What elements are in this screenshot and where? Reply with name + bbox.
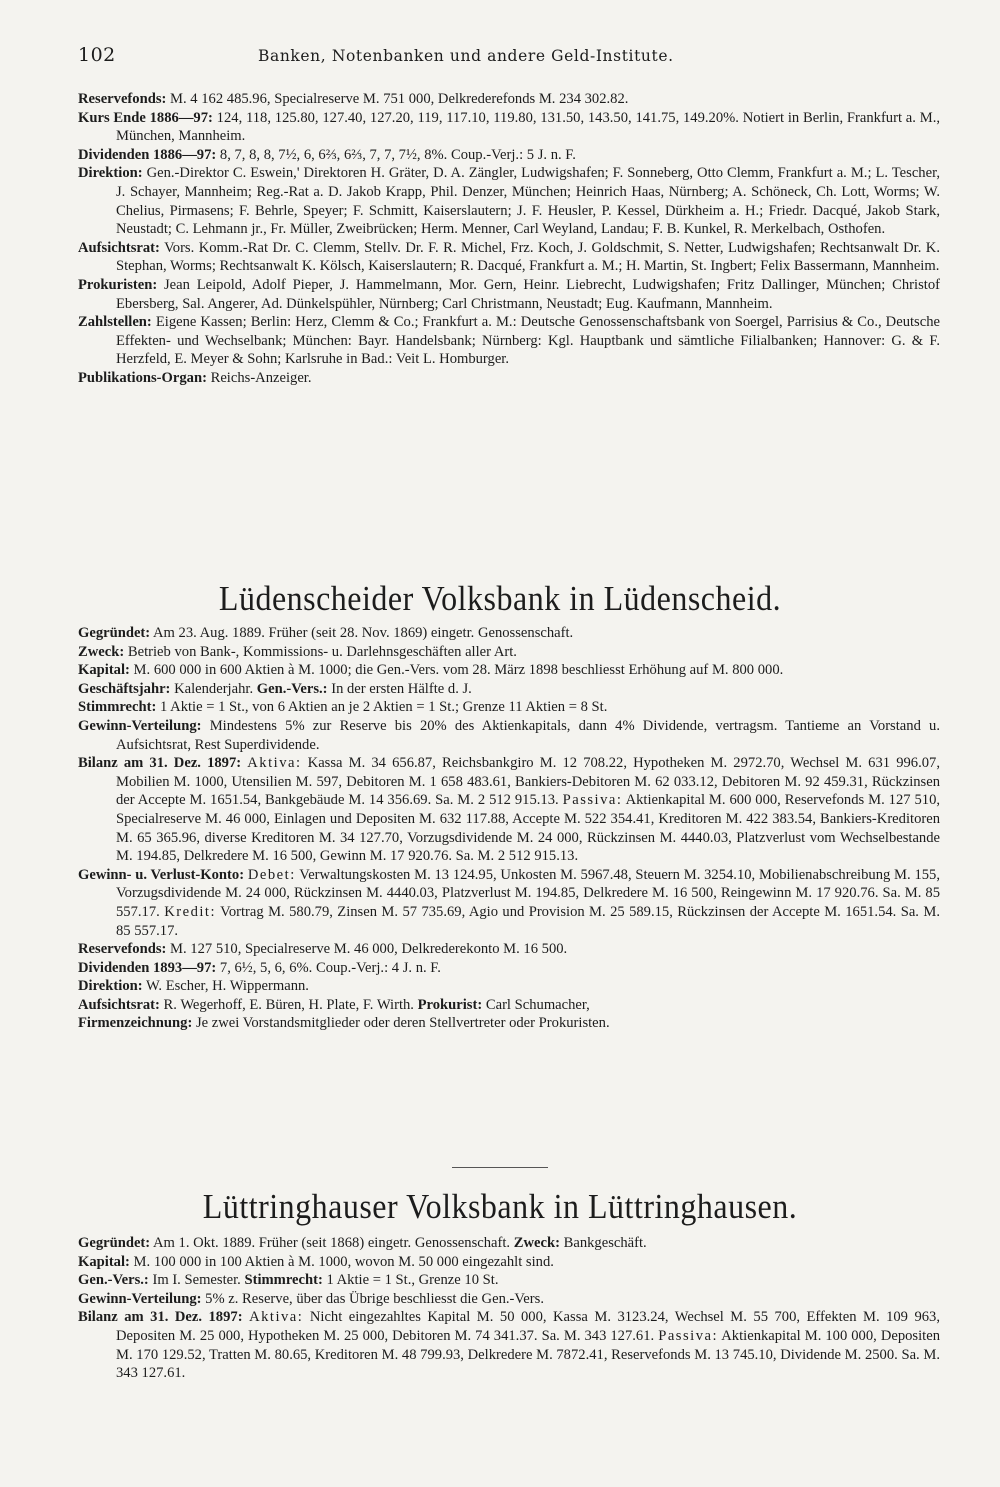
entry-label: Gegründet: <box>78 1235 151 1251</box>
entry-publikations-organ <box>78 369 940 388</box>
entry-label: Zweck: <box>513 1235 560 1251</box>
entry-text: 1 Aktie = 1 St., Grenze 10 St. <box>326 1272 499 1289</box>
entry-label: Aufsichtsrat: <box>78 239 160 256</box>
entry-text: Reichs-Anzeiger. <box>210 369 312 386</box>
entry-text: 7, 6½, 5, 6, 6%. Coup.-Verj.: 4 J. n. F. <box>219 959 441 976</box>
entry-label: Gen.-Vers.: <box>78 1272 149 1289</box>
entry-sublabel: Aktiva: <box>247 755 302 772</box>
entry-text: Carl Schumacher, <box>485 996 590 1013</box>
entry-label: Reservefonds: <box>78 941 167 958</box>
entry-aufsichtsrat <box>78 996 940 1015</box>
entry-text: R. Wegerhoff, E. Büren, H. Plate, F. Wirth. <box>163 996 414 1013</box>
entry-text: Kalenderjahr. <box>174 680 254 697</box>
entry-label: Gegründet: <box>78 625 151 641</box>
entry-text: Aktienkapital M. 600 000, Reservefonds M. 127 510, Specialreserve M. 46 000, Einlagen und Depositen M. 632 117.88, Accepte M. 522 354.41, Kreditoren M. 422 383.54, Bankiers-Kreditoren M. 65 365.96, diverse Kreditoren M. 34 127.70, Vorzugsdividende M. 24 000, Rückzinsen M. 4440.03, Platzverlust vom Wechselbestande M. 194.85, Delkredere M. 16 500, Gewinn M. 17 920.76. Sa. M. 2 512 915.13. <box>116 792 941 865</box>
entry-firmenzeichnung <box>78 1014 940 1033</box>
bank-title-luedenscheid: Lüdenscheider Volksbank in Lüdenscheid. <box>218 578 782 618</box>
entry-zahlstellen <box>78 313 940 369</box>
entry-label: Zweck: <box>78 643 125 660</box>
entry-prokuristen <box>78 276 940 313</box>
entry-text: W. Escher, H. Wippermann. <box>145 978 309 995</box>
entry-label: Kapital: <box>78 662 130 679</box>
bank-entry-luedenscheid <box>78 624 940 1033</box>
entry-text: In der ersten Hälfte d. J. <box>331 680 472 697</box>
entry-text: M. 600 000 in 600 Aktien à M. 1000; die Gen.-Vers. vom 28. März 1898 beschliesst Erhöhung auf M. 800 000. <box>133 662 784 679</box>
entry-text: Vors. Komm.-Rat Dr. C. Clemm, Stellv. Dr. F. R. Michel, Frz. Koch, J. Goldschmit, S. Netter, Ludwigshafen; Rechtsanwalt Dr. K. Stephan, Worms; Rechtsanwalt K. Kölsch, Kaiserslautern; R. Dacqué, Frankfurt a. M.; H. Martin, St. Ingbert; Felix Bassermann, Mannheim. <box>116 239 940 275</box>
entry-label: Direktion: <box>78 978 143 995</box>
entry-label: Gewinn- u. Verlust-Konto: <box>78 866 245 883</box>
entry-text: Gen.-Direktor C. Eswein,' Direktoren H. Gräter, D. A. Zängler, Ludwigshafen; F. Sonneberg, Otto Clemm, Frankfurt a. M.; L. Tescher, J. Schayer, Mannheim; Reg.-Rat a. D. Jakob Krapp, Phil. Denzer, München; Heinrich Haas, Nürnberg; A. Schöneck, Ch. Lott, Worms; W. Chelius, Pirmasens; F. Behrle, Speyer; F. Schmitt, Kaiserslautern; J. F. Heusler, P. Kessel, Dürkheim a. H.; Friedr. Dacqué, Jakob Stark, Neustadt; C. Lehmann jr., Fr. Müller, Zweibrücken; Herm. Menner, Carl Weyland, Landau; F. B. Kunkel, R. Merkelbach, Osthofen. <box>116 165 940 238</box>
entry-text: Bankgeschäft. <box>563 1235 647 1251</box>
entry-label: Gewinn-Verteilung: <box>78 1290 202 1307</box>
entry-text: Mindestens 5% zur Reserve bis 20% des Aktienkapitals, dann 4% Dividende, vertragsm. Tantieme an Vorstand u. Aufsichtsrat, Rest Superdividende. <box>116 717 940 753</box>
entry-gewinn-verteilung <box>78 1290 940 1309</box>
entry-text: 8, 7, 8, 8, 7½, 6, 6⅔, 6⅔, 7, 7, 7½, 8%. Coup.-Verj.: 5 J. n. F. <box>219 146 576 163</box>
entry-label: Stimmrecht: <box>78 699 157 716</box>
entry-text: Aktienkapital M. 100 000, Depositen M. 170 129.52, Tratten M. 80.65, Kreditoren M. 48 799.93, Delkredere M. 7872.41, Reservefonds M. 13 745.10, Dividende M. 2500. Sa. M. 343 127.61. <box>116 1327 940 1382</box>
entry-label: Prokuristen: <box>78 276 158 293</box>
entry-label: Publikations-Organ: <box>78 369 207 386</box>
entry-text: Betrieb von Bank-, Kommissions- u. Darlehnsgeschäften aller Art. <box>127 643 517 660</box>
entry-label: Direktion: <box>78 165 143 182</box>
entry-text: M. 4 162 485.96, Specialreserve M. 751 000, Delkrederefonds M. 234 302.82. <box>170 91 629 107</box>
page-header <box>78 44 938 74</box>
entry-direktion <box>78 164 940 238</box>
entry-sublabel: Debet: <box>247 866 296 883</box>
entry-label: Reservefonds: <box>78 91 167 107</box>
entry-text: M. 100 000 in 100 Aktien à M. 1000, wovon M. 50 000 eingezahlt sind. <box>133 1253 554 1270</box>
entry-gen-vers <box>78 1271 940 1290</box>
entry-label: Gewinn-Verteilung: <box>78 717 202 734</box>
entry-kapital <box>78 1253 940 1272</box>
entry-sublabel: Kredit: <box>164 903 217 920</box>
entry-text: Je zwei Vorstandsmitglieder oder deren Stellvertreter oder Prokuristen. <box>195 1015 610 1032</box>
page-number: 102 <box>78 44 116 66</box>
entry-label: Zahlstellen: <box>78 314 152 331</box>
entry-text: 5% z. Reserve, über das Übrige beschliesst die Gen.-Vers. <box>205 1290 544 1307</box>
entry-label: Kapital: <box>78 1253 130 1270</box>
entry-text: Kassa M. 34 656.87, Reichsbankgiro M. 12 708.22, Hypotheken M. 2972.70, Wechsel M. 631 996.07, Mobilien M. 1000, Utensilien M. 597, Debitoren M. 1 658 483.61, Bankiers-Debitoren M. 62 033.12, Debitoren M. 92 459.31, Rückzinsen der Accepte M. 1651.54, Bankgebäude M. 14 356.69. Sa. M. 2 512 915.13. <box>116 755 940 809</box>
entry-text: Am 23. Aug. 1889. Früher (seit 28. Nov. 1869) eingetr. Genossenschaft. <box>153 625 574 641</box>
entry-label: Firmenzeichnung: <box>78 1015 193 1032</box>
entry-sublabel: Passiva: <box>562 792 623 809</box>
entry-dividenden <box>78 146 940 165</box>
entry-geschaeftsjahr <box>78 680 940 699</box>
entry-label: Stimmrecht: <box>244 1272 323 1289</box>
running-title: Banken, Notenbanken und andere Geld-Institute. <box>258 47 674 65</box>
entry-label: Bilanz am 31. Dez. 1897: <box>78 755 242 772</box>
entry-label: Kurs Ende 1886—97: <box>78 109 213 126</box>
entry-gewinn-verlust <box>78 866 940 940</box>
entry-gegruendet <box>78 624 940 643</box>
entry-kapital <box>78 661 940 680</box>
entry-label: Bilanz am 31. Dez. 1897: <box>78 1309 243 1326</box>
entry-label: Geschäftsjahr: <box>78 680 171 697</box>
entry-reservefonds <box>78 90 940 109</box>
entry-direktion <box>78 977 940 996</box>
entry-text: Im I. Semester. <box>152 1272 241 1289</box>
entry-text: Jean Leipold, Adolf Pieper, J. Hammelmann, Mor. Gern, Heinr. Liebrecht, Ludwigshafen; Fritz Dallinger, München; Christof Ebersberg, Sal. Angerer, Ad. Dünkelspühler, Nürnberg; Carl Christmann, Neustadt; Eug. Kaufmann, Mannheim. <box>116 276 940 312</box>
entry-label: Prokurist: <box>417 996 483 1013</box>
entry-bilanz <box>78 754 940 866</box>
entry-text: Verwaltungskosten M. 13 124.95, Unkosten M. 5967.48, Steuern M. 3254.10, Mobilienabschreibung M. 155, Vorzugsdividende M. 24 000, Rückzinsen M. 4440.03, Platzverlust M. 194.85, Delkredere M. 16 500, Reingewinn M. 17 920.76. Sa. M. 85 557.17. <box>116 866 940 920</box>
entry-text: Am 1. Okt. 1889. Früher (seit 1868) eingetr. Genossenschaft. <box>153 1235 511 1251</box>
entry-text: Eigene Kassen; Berlin: Herz, Clemm & Co.; Frankfurt a. M.: Deutsche Genossenschaftsbank von Soergel, Parrisius & Co., Deutsche Effekten- und Wechselbank; München: Bayr. Handelsbank; Nürnberg: Kgl. Hauptbank und sämtliche Filialbanken; Hannover: G. & F. Herzfeld, E. Meyer & Sohn; Karlsruhe in Bad.: Veit L. Homburger. <box>116 314 940 368</box>
continued-bank-entry <box>78 90 940 388</box>
section-divider <box>452 1167 548 1168</box>
bank-entry-luettringhausen <box>78 1234 940 1383</box>
entry-zweck <box>78 643 940 662</box>
entry-gewinn-verteilung <box>78 717 940 754</box>
entry-reservefonds <box>78 940 940 959</box>
entry-text: M. 127 510, Specialreserve M. 46 000, Delkrederekonto M. 16 500. <box>170 941 568 958</box>
entry-dividenden <box>78 959 940 978</box>
entry-sublabel: Aktiva: <box>249 1309 304 1326</box>
entry-gegruendet <box>78 1234 940 1253</box>
entry-text: 124, 118, 125.80, 127.40, 127.20, 119, 117.10, 119.80, 131.50, 143.50, 141.75, 149.20%. Notiert in Berlin, Frankfurt a. M., München, Mannheim. <box>116 109 940 145</box>
entry-aufsichtsrat <box>78 239 940 276</box>
entry-label: Dividenden 1893—97: <box>78 959 217 976</box>
entry-kurs <box>78 109 940 146</box>
bank-title-luettringhausen: Lüttringhauser Volksbank in Lüttringhausen. <box>202 1186 798 1226</box>
entry-text: Nicht eingezahltes Kapital M. 50 000, Kassa M. 3123.24, Wechsel M. 55 700, Effekten M. 109 963, Depositen M. 25 000, Hypotheken M. 25 000, Debitoren M. 74 341.37. Sa. M. 343 127.61. <box>116 1309 941 1344</box>
entry-label: Aufsichtsrat: <box>78 996 160 1013</box>
entry-text: 1 Aktie = 1 St., von 6 Aktien an je 2 Aktien = 1 St.; Grenze 11 Aktien = 8 St. <box>160 699 608 716</box>
entry-sublabel: Passiva: <box>658 1327 719 1344</box>
entry-stimmrecht <box>78 698 940 717</box>
entry-text: Vortrag M. 580.79, Zinsen M. 57 735.69, Agio und Provision M. 25 589.15, Rückzinsen der Accepte M. 1651.54. Sa. M. 85 557.17. <box>116 903 940 939</box>
entry-label: Gen.-Vers.: <box>256 680 328 697</box>
entry-bilanz <box>78 1308 940 1382</box>
entry-label: Dividenden 1886—97: <box>78 146 217 163</box>
